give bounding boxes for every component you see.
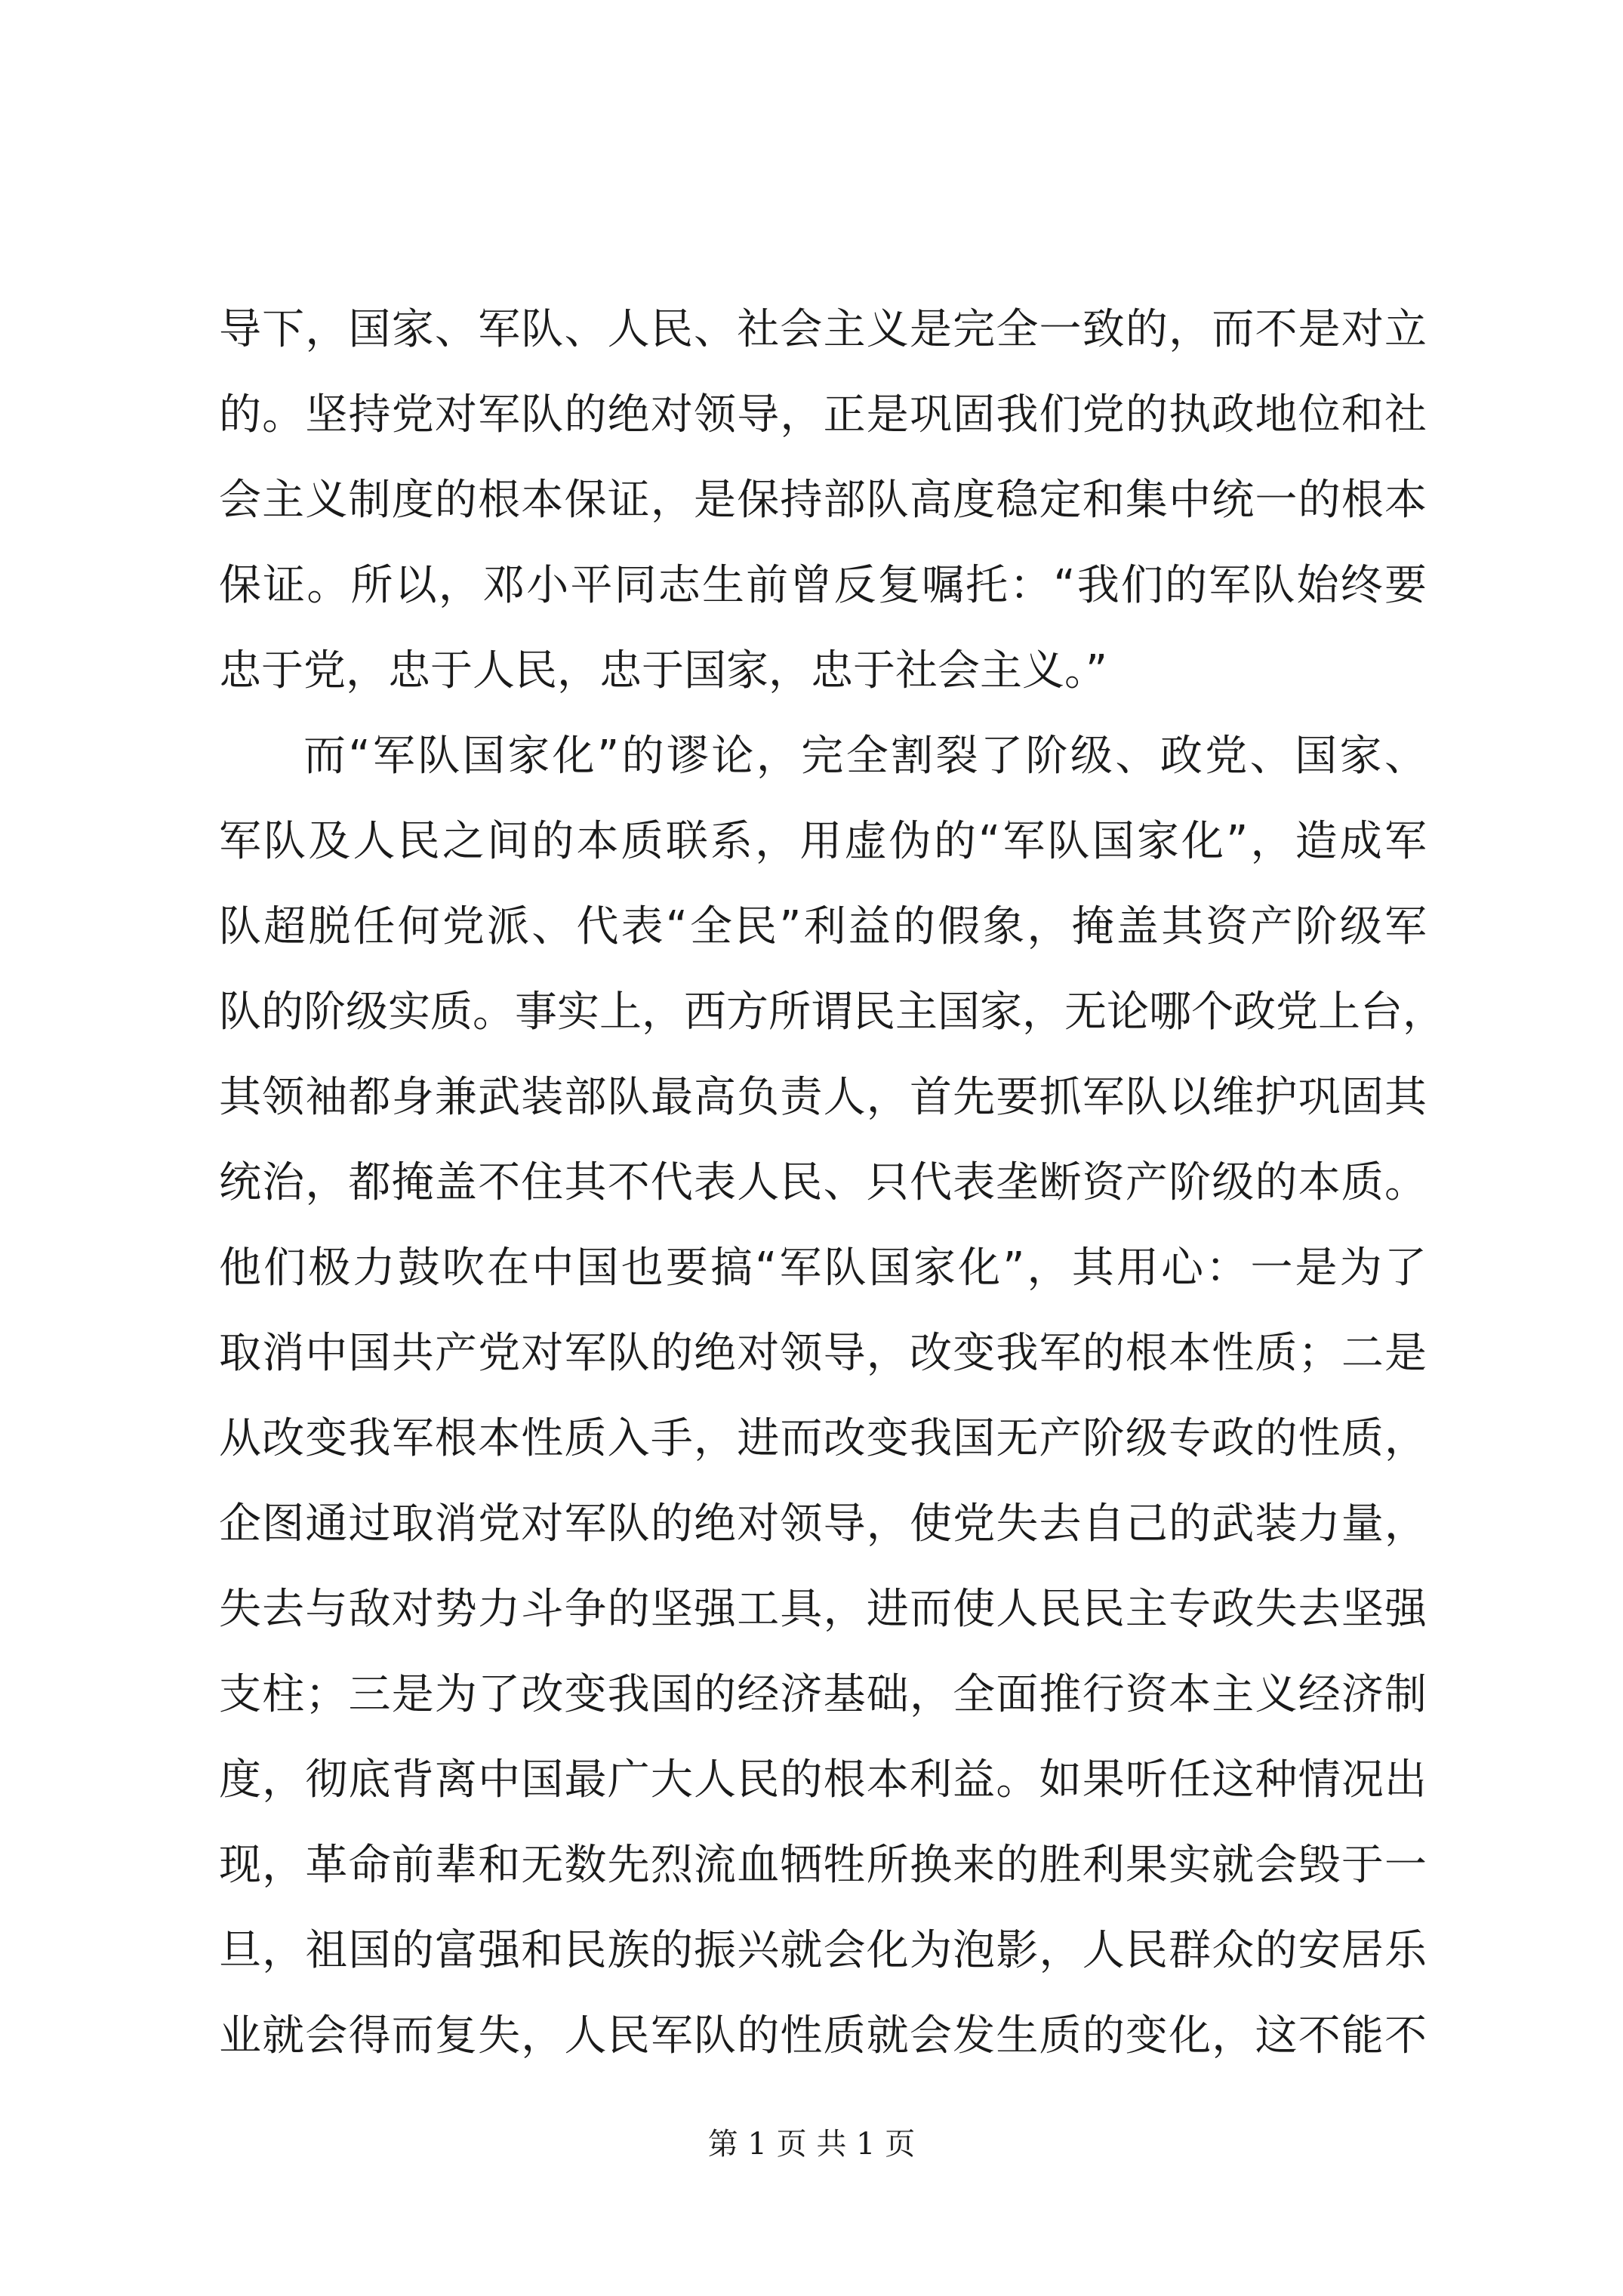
text-line: 其领袖都身兼武装部队最高负责人，首先要抓军队以维护巩固其 (219, 1073, 1427, 1122)
text-line: 度，彻底背离中国最广大人民的根本利益。如果听任这种情况出 (219, 1755, 1427, 1804)
text-line: 业就会得而复失，人民军队的性质就会发生质的变化，这不能不 (219, 2011, 1427, 2060)
text-line: 保证。所以，邓小平同志生前曾反复嘱托：“我们的军队始终要 (219, 561, 1427, 610)
text-line: 导下，国家、军队、人民、社会主义是完全一致的，而不是对立 (219, 305, 1427, 354)
text-line: 现，革命前辈和无数先烈流血牺牲所换来的胜利果实就会毁于一 (219, 1841, 1427, 1890)
document-body (219, 287, 1445, 2079)
text-line: 队超脱任何党派、代表“全民”利益的假象，掩盖其资产阶级军 (219, 902, 1427, 951)
text-line: 从改变我军根本性质入手，进而改变我国无产阶级专政的性质， (219, 1414, 1427, 1463)
text-line: 而“军队国家化”的谬论，完全割裂了阶级、政党、国家、 (303, 732, 1427, 781)
text-line: 企图通过取消党对军队的绝对领导，使党失去自己的武装力量， (219, 1499, 1427, 1549)
text-line: 旦，祖国的富强和民族的振兴就会化为泡影，人民群众的安居乐 (219, 1926, 1427, 1975)
page-footer: 第 1 页 共 1 页 (707, 2127, 916, 2162)
text-line: 取消中国共产党对军队的绝对领导，改变我军的根本性质；二是 (219, 1329, 1427, 1378)
text-line: 军队及人民之间的本质联系，用虚伪的“军队国家化”，造成军 (219, 817, 1427, 866)
text-line: 的。坚持党对军队的绝对领导，正是巩固我们党的执政地位和社 (219, 390, 1427, 439)
text-line: 会主义制度的根本保证，是保持部队高度稳定和集中统一的根本 (219, 476, 1427, 525)
text-line: 失去与敌对势力斗争的坚强工具，进而使人民民主专政失去坚强 (219, 1585, 1427, 1634)
text-line: 统治，都掩盖不住其不代表人民、只代表垄断资产阶级的本质。 (219, 1158, 1427, 1207)
text-line: 他们极力鼓吹在中国也要搞“军队国家化”，其用心：一是为了 (219, 1244, 1427, 1293)
text-line: 支柱；三是为了改变我国的经济基础，全面推行资本主义经济制 (219, 1670, 1427, 1719)
text-line: 队的阶级实质。事实上，西方所谓民主国家，无论哪个政党上台， (219, 988, 1445, 1037)
text-line: 忠于党，忠于人民，忠于国家，忠于社会主义。” (219, 646, 1108, 695)
